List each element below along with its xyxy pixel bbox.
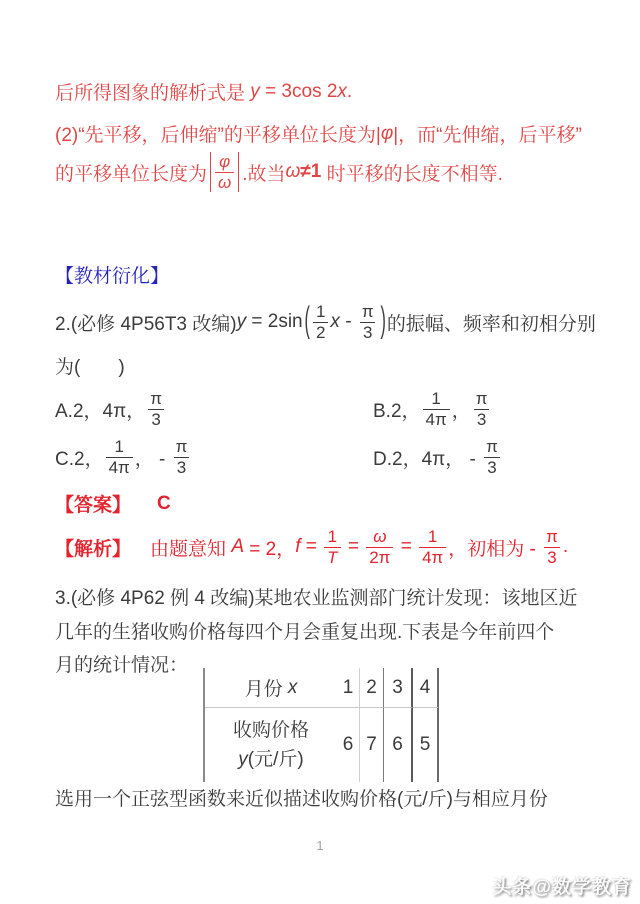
question-text: 的振幅、频率和初相分别 [386,313,596,335]
fraction-denominator: 4π [106,457,133,477]
intro-text: (2)“先平移，后伸缩”的平移单位长度为| [55,125,381,146]
options-grid [55,385,503,481]
question-text: 几年的生猪收购价格每四个月会重复出现.下表是今年前四个 [55,622,555,643]
math-var-x: x [337,80,347,102]
option-b [373,385,503,433]
answer-value: C [157,492,171,514]
option-text: ， [451,400,471,422]
table-cell-month: 3 [384,668,413,708]
fraction [483,437,501,476]
watermark: 头条@数学教育 [492,877,632,898]
fraction-numerator: π [175,437,188,457]
option-text: A.2，4π， [55,400,146,422]
math-var-x: x [330,311,340,332]
intro-line-2 [55,120,582,147]
section-header [55,261,169,288]
fraction-numerator: 1 [114,437,124,457]
analysis-text: ，初相为 - [448,538,542,560]
table-cell-price: 6 [337,708,360,782]
math-var-omega: ω [285,161,301,182]
option-text: ， - [134,448,171,470]
fraction [313,302,328,341]
question-3-line-3 [55,650,188,677]
fraction-numerator: π [486,437,498,457]
answer-label: 【答案】 [55,495,132,516]
fraction-denominator: 3 [484,457,499,477]
math-var-f: f [295,536,301,557]
fraction-numerator: 1 [315,302,326,322]
question-text: - [339,311,357,332]
fraction-numerator: π [150,389,162,409]
close-paren: ) [380,301,386,341]
intro-text: 时平移的长度不相等. [321,163,503,185]
fraction-denominator: ω [215,172,234,192]
intro-text: . [346,80,353,102]
option-text: C.2， [55,448,104,470]
intro-text: = 3cos 2 [259,80,338,102]
fraction [215,152,234,191]
fraction-denominator: 3 [360,322,375,342]
table-cell-month: 4 [413,668,439,708]
analysis-text [131,534,150,561]
fraction [324,527,340,566]
question-text: = 2sin [246,311,303,332]
fraction-denominator: 4π [423,409,450,429]
fraction [359,302,377,341]
fraction [366,527,393,566]
math-var-y: y [236,311,247,332]
question-3-line-2 [55,617,554,644]
fraction-denominator: 2 [313,322,328,342]
fraction [423,389,450,428]
question-text: 2.(必修 4P56T3 改编) [55,313,237,335]
table-cell-price: 7 [360,708,384,782]
fraction-denominator: T [324,547,340,567]
question-text: 3.(必修 4P62 例 4 改编)某地农业监测部门统计发现：该地区近 [55,588,578,609]
question-2-stem-line-2 [55,352,125,379]
option-c [55,433,373,481]
fraction-numerator: 1 [327,527,338,547]
math-var-phi: φ [380,122,394,144]
fraction-numerator: π [546,527,558,547]
price-table [203,668,439,782]
question-text: 选用一个正弦型函数来近似描述收购价格(元/斤)与相应月份 [55,789,548,810]
fraction-numerator: ω [373,527,387,547]
fraction [106,437,133,476]
intro-line-1 [55,78,352,105]
intro-text: 后所得图象的解析式是 [55,83,251,104]
fraction [419,527,446,566]
question-text: 为( ) [55,357,125,378]
intro-line-3 [55,144,503,200]
intro-text: .故当 [242,163,286,185]
fraction-numerator: π [361,302,374,322]
intro-text: ≠1 [300,161,322,182]
fraction [473,389,491,428]
page-number: 1 [316,838,324,853]
fraction-numerator: φ [219,152,231,172]
intro-text: 的平移单位长度为 [55,163,208,185]
analysis-text: . [562,536,569,557]
analysis-text: = [395,536,418,557]
fraction-denominator: 3 [474,409,489,429]
option-text: D.2，4π， - [373,448,482,470]
fraction-denominator: 3 [544,547,559,567]
analysis-text: 由题意知 [150,538,232,560]
analysis-line [55,520,568,574]
question-2-stem [55,296,596,348]
option-d [373,433,503,481]
answer-line [55,490,171,517]
fraction-denominator: 2π [366,547,393,567]
option-text: B.2， [373,400,421,422]
table-cell-price: 6 [384,708,413,782]
question-text: 月的统计情况： [55,655,189,676]
analysis-text: = [342,536,365,557]
section-header-label: 【教材衍化】 [55,266,170,287]
abs-fraction [210,152,239,191]
fraction-denominator: 3 [148,409,163,429]
fraction-numerator: 1 [431,389,441,409]
fraction [543,527,561,566]
question-3-closing-line [55,784,548,811]
fraction-numerator: 1 [427,527,438,547]
analysis-text: = [300,536,323,557]
table-cell-month: 2 [360,668,384,708]
fraction [147,389,165,428]
fraction-denominator: 4π [419,547,446,567]
table-cell-month: 1 [337,668,360,708]
analysis-text: = 2， [244,538,296,560]
table-cell-price: 5 [413,708,439,782]
math-var-y: y [250,80,260,102]
table-header-month: 月份 x [205,668,337,708]
option-a [55,385,373,433]
open-paren: ( [304,301,310,341]
question-3-line-1 [55,583,578,610]
fraction-numerator: π [475,389,488,409]
table-header-price: 收购价格 y(元/斤) [232,719,309,770]
fraction-denominator: 3 [174,457,189,477]
analysis-label: 【解析】 [55,538,132,560]
math-var-A: A [231,536,244,557]
intro-text: |，而“先伸缩，后平移” [393,125,582,146]
fraction [173,437,191,476]
